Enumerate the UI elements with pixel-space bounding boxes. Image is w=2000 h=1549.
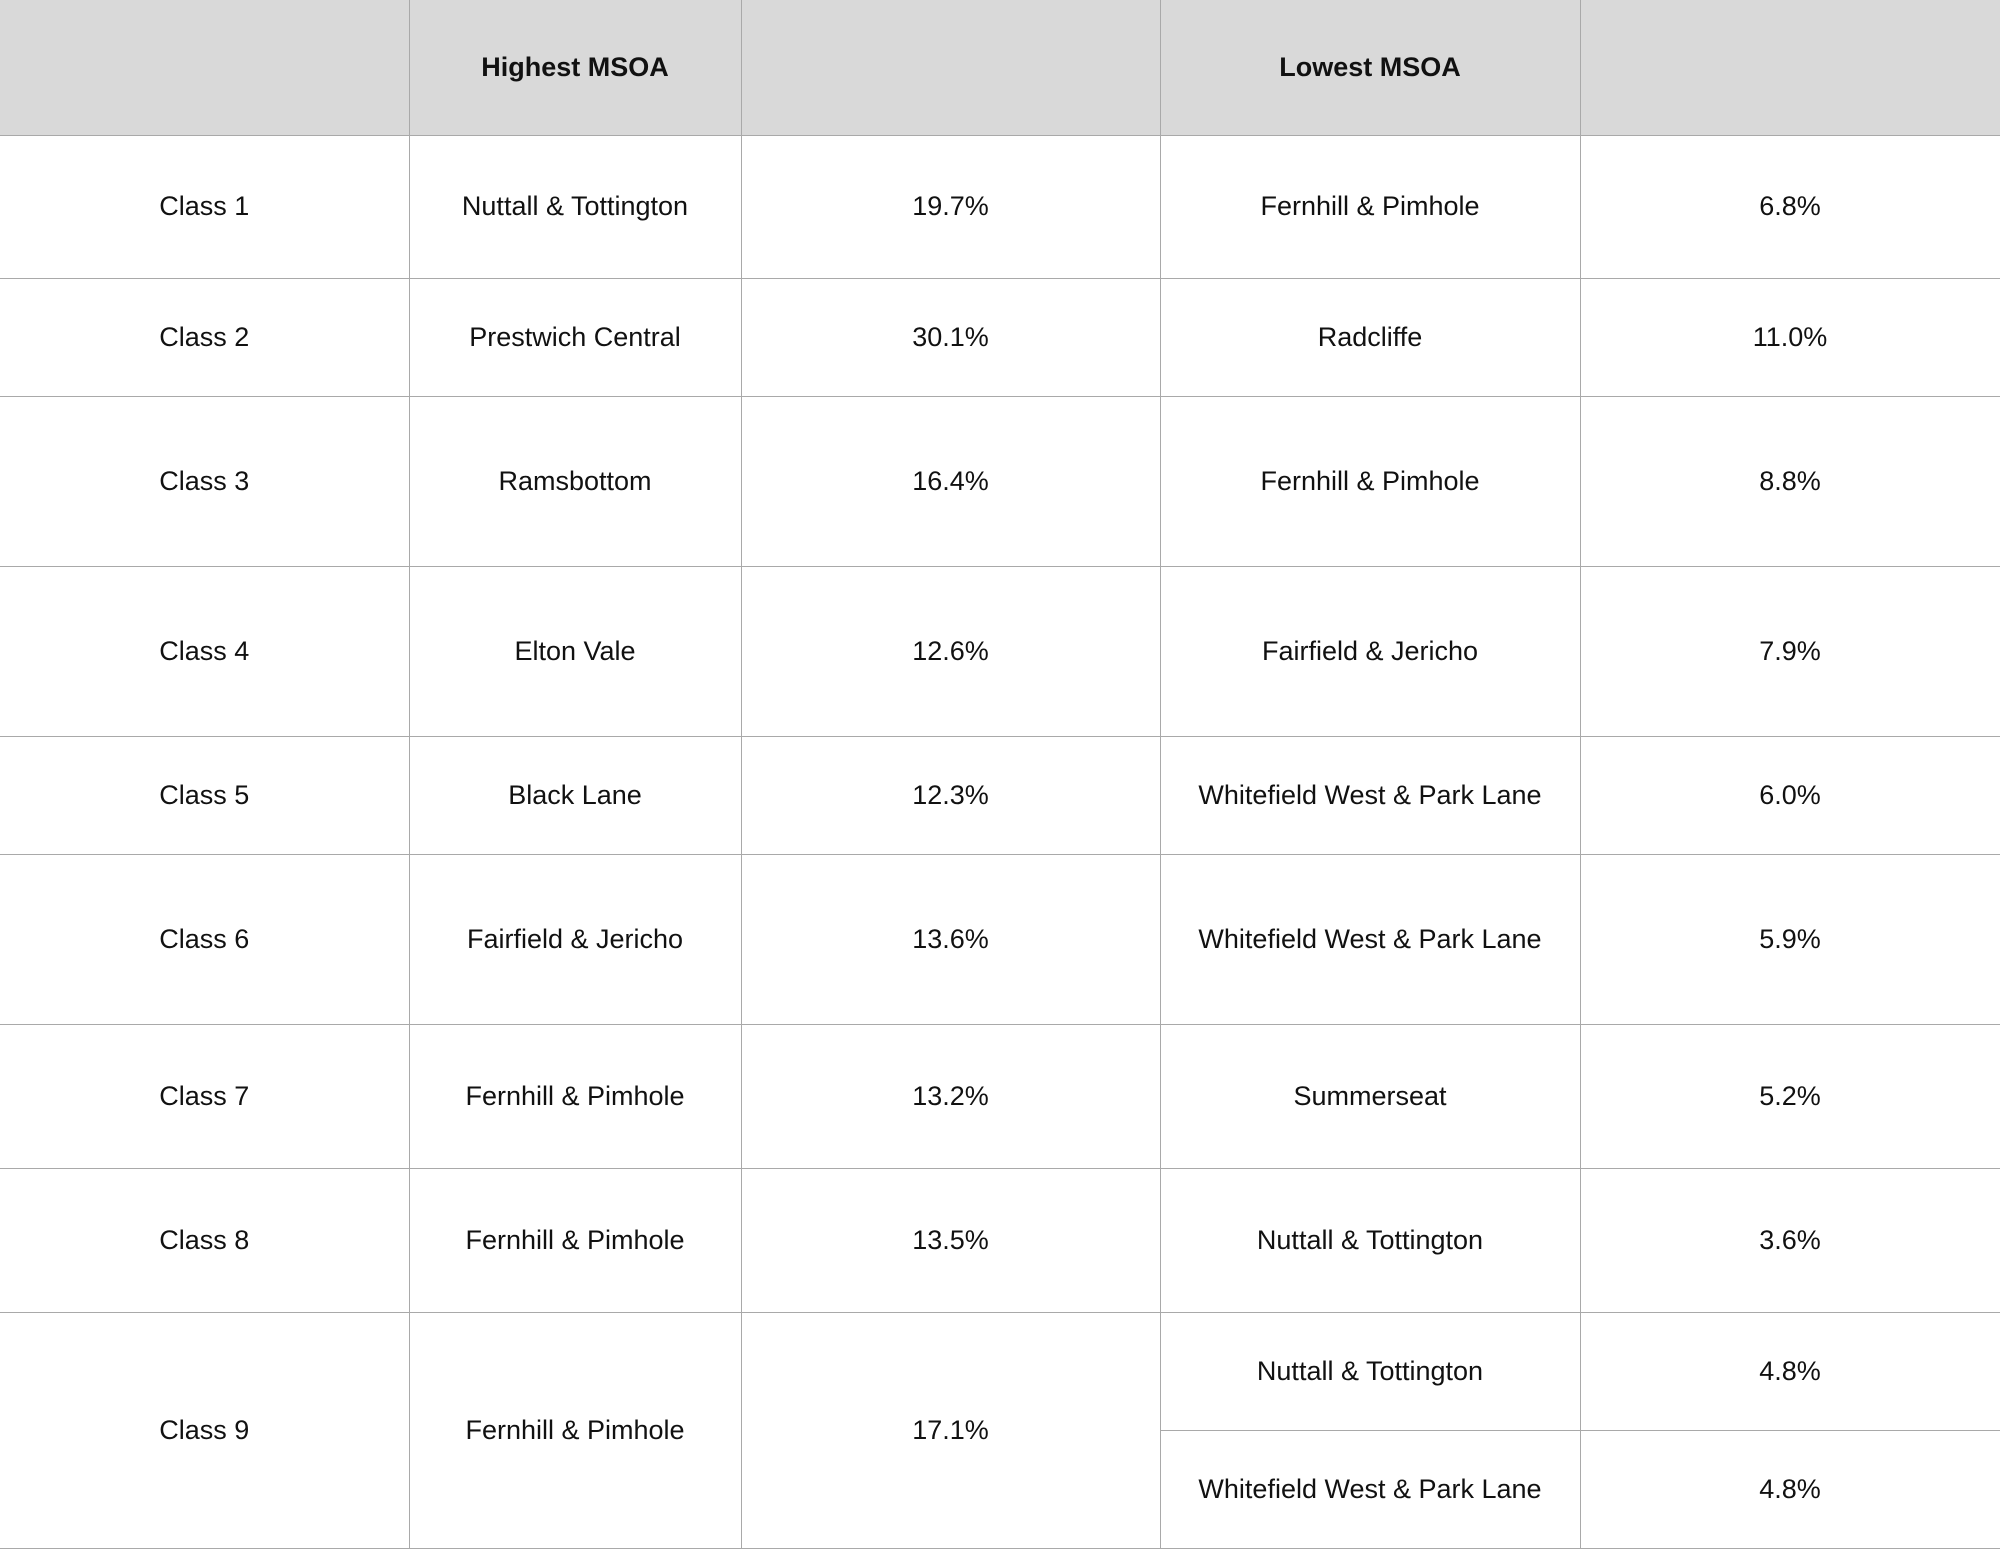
lowest-pct-cell: 4.8% — [1580, 1312, 2000, 1430]
header-row — [0, 0, 2000, 135]
class-cell: Class 3 — [0, 396, 409, 566]
class-cell: Class 1 — [0, 135, 409, 278]
table-row — [0, 1168, 2000, 1312]
highest-pct-cell: 13.2% — [741, 1024, 1160, 1168]
class-cell: Class 2 — [0, 278, 409, 396]
highest-pct-cell: 16.4% — [741, 396, 1160, 566]
highest-pct-cell: 17.1% — [741, 1312, 1160, 1548]
table-row — [0, 566, 2000, 736]
lowest-msoa-cell: Nuttall & Tottington — [1160, 1312, 1580, 1430]
table-row — [0, 1312, 2000, 1430]
highest-pct-cell: 30.1% — [741, 278, 1160, 396]
highest-msoa-cell: Fernhill & Pimhole — [409, 1312, 741, 1548]
class-cell: Class 6 — [0, 854, 409, 1024]
lowest-msoa-cell: Summerseat — [1160, 1024, 1580, 1168]
header-lowest-msoa: Lowest MSOA — [1160, 0, 1580, 135]
lowest-pct-cell: 5.2% — [1580, 1024, 2000, 1168]
header-lowest-pct — [1580, 0, 2000, 135]
lowest-pct-cell: 5.9% — [1580, 854, 2000, 1024]
header-highest-pct — [741, 0, 1160, 135]
highest-msoa-cell: Elton Vale — [409, 566, 741, 736]
highest-msoa-cell: Fairfield & Jericho — [409, 854, 741, 1024]
class-cell: Class 4 — [0, 566, 409, 736]
highest-pct-cell: 12.3% — [741, 736, 1160, 854]
lowest-pct-cell: 6.8% — [1580, 135, 2000, 278]
header-class — [0, 0, 409, 135]
highest-msoa-cell: Fernhill & Pimhole — [409, 1024, 741, 1168]
lowest-msoa-cell: Radcliffe — [1160, 278, 1580, 396]
highest-msoa-cell: Black Lane — [409, 736, 741, 854]
highest-pct-cell: 12.6% — [741, 566, 1160, 736]
lowest-msoa-cell: Whitefield West & Park Lane — [1160, 736, 1580, 854]
table-row — [0, 736, 2000, 854]
highest-pct-cell: 19.7% — [741, 135, 1160, 278]
lowest-msoa-cell: Fernhill & Pimhole — [1160, 396, 1580, 566]
lowest-msoa-cell: Fairfield & Jericho — [1160, 566, 1580, 736]
lowest-msoa-cell: Whitefield West & Park Lane — [1160, 854, 1580, 1024]
class-cell: Class 8 — [0, 1168, 409, 1312]
lowest-pct-cell: 4.8% — [1580, 1430, 2000, 1548]
lowest-pct-cell: 6.0% — [1580, 736, 2000, 854]
table-row — [0, 278, 2000, 396]
lowest-pct-cell: 11.0% — [1580, 278, 2000, 396]
table-row — [0, 396, 2000, 566]
highest-msoa-cell: Ramsbottom — [409, 396, 741, 566]
lowest-pct-cell: 7.9% — [1580, 566, 2000, 736]
class-cell: Class 5 — [0, 736, 409, 854]
highest-pct-cell: 13.6% — [741, 854, 1160, 1024]
lowest-msoa-cell: Nuttall & Tottington — [1160, 1168, 1580, 1312]
table-row — [0, 1024, 2000, 1168]
lowest-pct-cell: 3.6% — [1580, 1168, 2000, 1312]
header-highest-msoa: Highest MSOA — [409, 0, 741, 135]
lowest-msoa-cell: Whitefield West & Park Lane — [1160, 1430, 1580, 1548]
table-row — [0, 854, 2000, 1024]
lowest-pct-cell: 8.8% — [1580, 396, 2000, 566]
highest-msoa-cell: Nuttall & Tottington — [409, 135, 741, 278]
table-row — [0, 135, 2000, 278]
highest-pct-cell: 13.5% — [741, 1168, 1160, 1312]
class-cell: Class 7 — [0, 1024, 409, 1168]
class-cell: Class 9 — [0, 1312, 409, 1548]
highest-msoa-cell: Prestwich Central — [409, 278, 741, 396]
lowest-msoa-cell: Fernhill & Pimhole — [1160, 135, 1580, 278]
highest-msoa-cell: Fernhill & Pimhole — [409, 1168, 741, 1312]
